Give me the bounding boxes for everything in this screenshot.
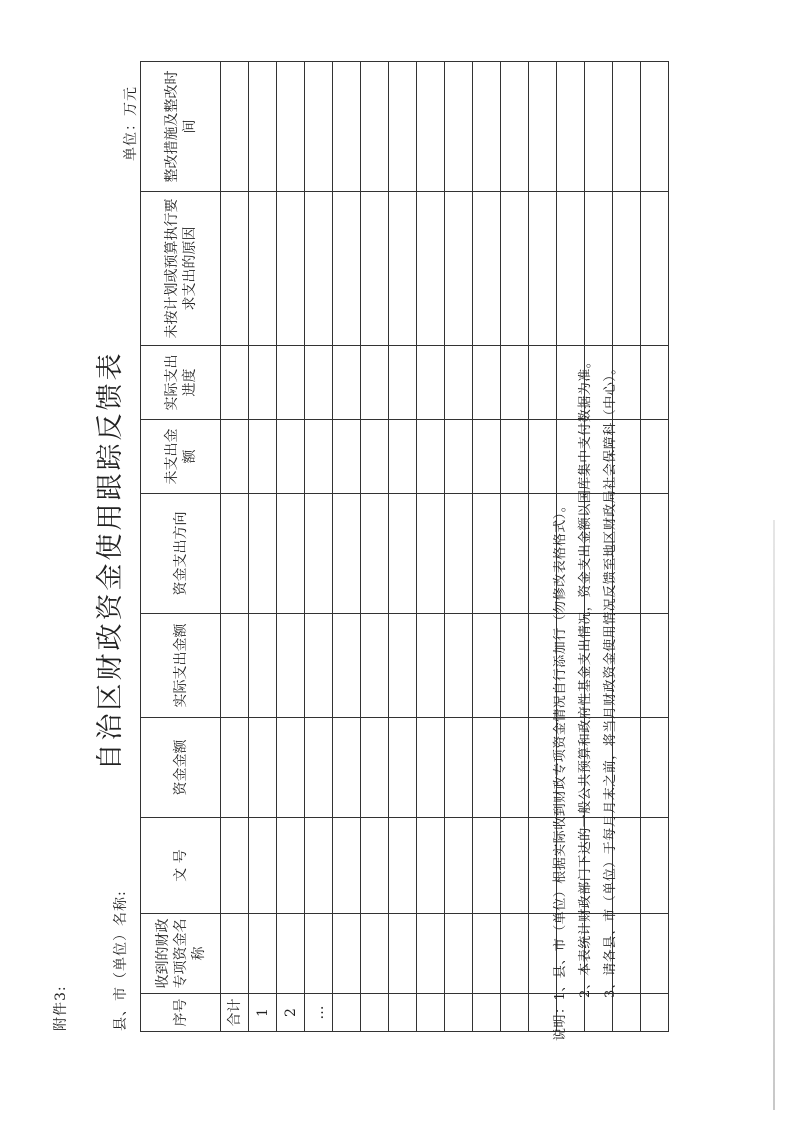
row-index-cell [501, 994, 529, 1032]
table-cell [417, 818, 445, 914]
county-name-label: 县、市（单位）名称: [113, 890, 129, 1031]
unit-label: 单位：万元 [123, 86, 139, 161]
table-cell [361, 914, 389, 994]
table-cell [473, 346, 501, 420]
table-cell [221, 914, 249, 994]
table-cell [473, 718, 501, 818]
table-cell [361, 494, 389, 614]
table-cell [249, 494, 277, 614]
header-fund-amount: 资金金额 [141, 718, 221, 818]
table-cell [501, 718, 529, 818]
table-cell [277, 718, 305, 818]
table-row [361, 62, 389, 1032]
table-cell [641, 914, 669, 994]
table-cell [445, 914, 473, 994]
table-cell [445, 346, 473, 420]
table-cell [249, 818, 277, 914]
table-row [305, 62, 333, 1032]
table-cell [305, 818, 333, 914]
table-cell [221, 62, 249, 192]
notes-section [548, 61, 623, 1041]
row-index-cell [417, 994, 445, 1032]
table-cell [501, 62, 529, 192]
row-index-cell [445, 994, 473, 1032]
header-spend-direction: 资金支出方向 [141, 494, 221, 614]
table-cell [501, 614, 529, 718]
table-cell [333, 614, 361, 718]
note-2: 2、本表统计财政部门下达的一般公共预算和政府性基金支出情况，资金支出金额以国库集中支付数据为准。 [578, 354, 593, 998]
table-cell [417, 192, 445, 346]
table-cell [221, 192, 249, 346]
document-title: 自治区财政资金使用跟踪反馈表 [95, 350, 126, 771]
table-cell [333, 420, 361, 494]
table-cell [333, 494, 361, 614]
table-cell [333, 62, 361, 192]
table-row [389, 62, 417, 1032]
table-row [501, 62, 529, 1032]
table-cell [641, 494, 669, 614]
header-progress: 实际支出进度 [141, 346, 221, 420]
table-cell [305, 718, 333, 818]
table-cell [473, 818, 501, 914]
row-index-cell: 2 [277, 994, 305, 1032]
table-cell [277, 62, 305, 192]
table-cell [277, 494, 305, 614]
table-cell [417, 494, 445, 614]
table-cell [641, 818, 669, 914]
note-1: 说明：1、县、市（单位）根据实际收到财政专项资金情况自行添加行（勿修改表格格式）。 [553, 498, 568, 1041]
table-cell [389, 914, 417, 994]
table-row [277, 62, 305, 1032]
table-cell [249, 914, 277, 994]
table-cell [305, 614, 333, 718]
table-cell [445, 818, 473, 914]
table-cell [305, 420, 333, 494]
row-index-cell: … [305, 994, 333, 1032]
table-cell [333, 346, 361, 420]
table-cell [473, 192, 501, 346]
table-cell [445, 718, 473, 818]
table-cell [221, 346, 249, 420]
table-cell [249, 718, 277, 818]
table-cell [417, 62, 445, 192]
table-cell [501, 420, 529, 494]
table-cell [641, 192, 669, 346]
table-cell [305, 346, 333, 420]
table-cell [333, 914, 361, 994]
table-row [445, 62, 473, 1032]
table-row [221, 62, 249, 1032]
table-cell [445, 494, 473, 614]
table-cell [473, 614, 501, 718]
table-cell [473, 420, 501, 494]
table-cell [277, 346, 305, 420]
table-cell [501, 818, 529, 914]
table-cell [501, 346, 529, 420]
row-index-cell: 合计 [221, 994, 249, 1032]
table-row [641, 62, 669, 1032]
header-unspent: 未支出金额 [141, 420, 221, 494]
table-cell [361, 346, 389, 420]
table-cell [249, 420, 277, 494]
table-cell [501, 494, 529, 614]
header-actual-spend: 实际支出金额 [141, 614, 221, 718]
table-cell [389, 494, 417, 614]
row-index-cell [361, 994, 389, 1032]
table-cell [249, 192, 277, 346]
header-doc-no: 文 号 [141, 818, 221, 914]
table-cell [361, 614, 389, 718]
row-index-cell [473, 994, 501, 1032]
table-cell [641, 718, 669, 818]
table-cell [221, 494, 249, 614]
table-cell [249, 62, 277, 192]
table-cell [277, 420, 305, 494]
table-header-row [141, 62, 221, 1032]
attachment-label: 附件3: [53, 985, 69, 1031]
table-cell [221, 420, 249, 494]
row-index-cell [389, 994, 417, 1032]
table-cell [417, 420, 445, 494]
table-cell [641, 62, 669, 192]
note-3: 3、请各县、市（单位）于每月月末之前，将当月财政资金使用情况反馈至地区财政局社会保障科（中心）。 [603, 361, 618, 998]
table-cell [417, 346, 445, 420]
table-cell [389, 192, 417, 346]
row-index-cell [333, 994, 361, 1032]
row-index-cell: 1 [249, 994, 277, 1032]
table-cell [249, 614, 277, 718]
table-cell [473, 494, 501, 614]
table-cell [641, 420, 669, 494]
table-cell [389, 420, 417, 494]
table-cell [361, 420, 389, 494]
row-index-cell [641, 994, 669, 1032]
table-cell [277, 818, 305, 914]
table-cell [221, 718, 249, 818]
table-row [333, 62, 361, 1032]
table-row [473, 62, 501, 1032]
table-cell [389, 62, 417, 192]
header-seq: 序号 [141, 994, 221, 1032]
table-cell [277, 914, 305, 994]
table-cell [445, 420, 473, 494]
table-cell [333, 192, 361, 346]
table-cell [361, 818, 389, 914]
table-cell [389, 818, 417, 914]
table-cell [417, 914, 445, 994]
table-cell [277, 192, 305, 346]
table-cell [473, 62, 501, 192]
table-cell [305, 192, 333, 346]
table-cell [501, 192, 529, 346]
table-cell [389, 614, 417, 718]
table-cell [277, 614, 305, 718]
table-cell [221, 818, 249, 914]
table-row [417, 62, 445, 1032]
table-cell [361, 718, 389, 818]
table-cell [221, 614, 249, 718]
table-cell [473, 914, 501, 994]
table-cell [445, 614, 473, 718]
table-cell [305, 494, 333, 614]
table-row [249, 62, 277, 1032]
table-cell [333, 818, 361, 914]
table-cell [417, 718, 445, 818]
table-cell [361, 192, 389, 346]
table-cell [641, 346, 669, 420]
table-cell [641, 614, 669, 718]
table-cell [445, 192, 473, 346]
table-cell [445, 62, 473, 192]
header-rectification: 整改措施及整改时间 [141, 62, 221, 192]
table-cell [501, 914, 529, 994]
table-cell [305, 914, 333, 994]
table-cell [361, 62, 389, 192]
table-cell [305, 62, 333, 192]
table-cell [249, 346, 277, 420]
header-fund-name: 收到的财政专项资金名称 [141, 914, 221, 994]
header-reason: 未按计划或预算执行要求支出的原因 [141, 192, 221, 346]
table-cell [417, 614, 445, 718]
table-cell [389, 346, 417, 420]
table-cell [333, 718, 361, 818]
table-cell [389, 718, 417, 818]
